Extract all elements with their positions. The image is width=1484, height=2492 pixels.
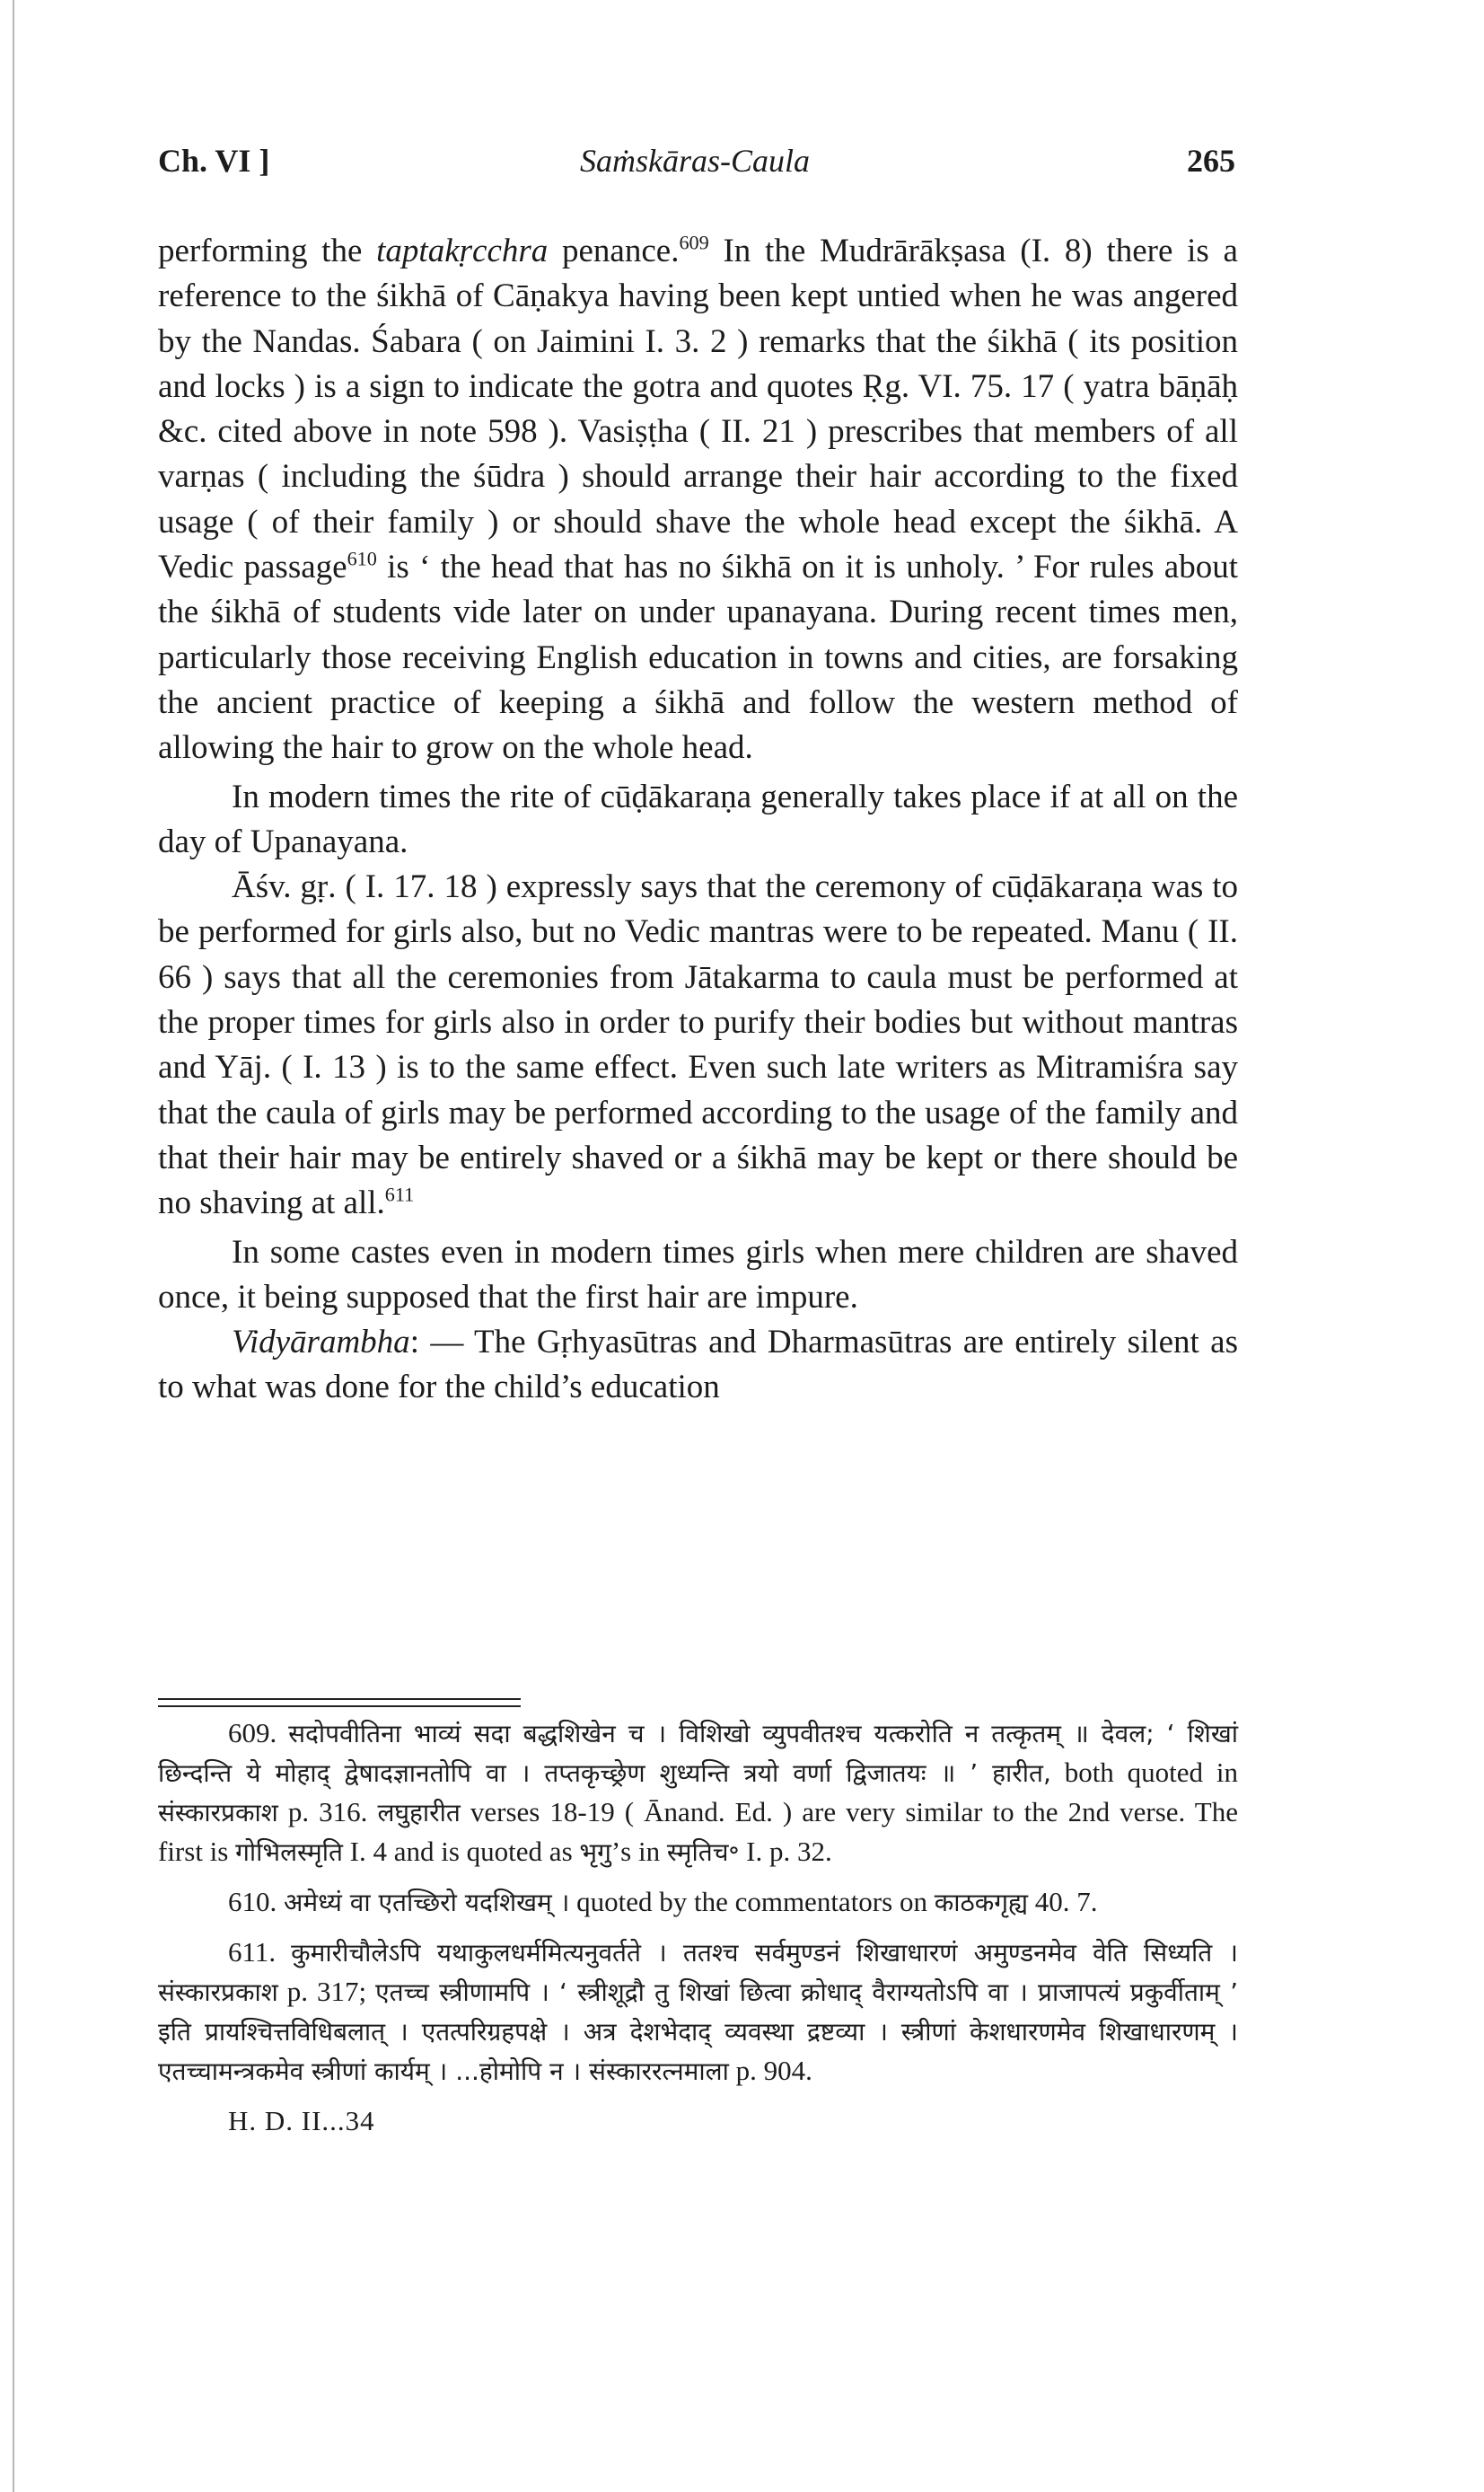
footnote-ref: 611 <box>384 1183 415 1206</box>
text-run: In modern times the rite of cūḍākaraṇa generally takes place if at all on the day of Upanayana. <box>158 778 1238 860</box>
devanagari-text: अमेध्यं वा एतच्छिरो यदशिखम् । <box>284 1888 570 1917</box>
text-run: I. p. 32. <box>739 1836 832 1867</box>
text-run: is ‘ the head that has no śikhā on it is unholy. ’ For rules about the śikhā of students vide later on under upanayana. During recent times men, particularly those receiving English education in towns and cities, are forsaking the ancient practice of keeping a śikhā and follow the western method of allowing the hair to grow on the whole head. <box>158 549 1238 767</box>
text-run: taptakṛcchra <box>376 233 549 269</box>
text-run: : — The Gṛhyasūtras and Dharmasūtras are entirely silent as to what was done for the child’s education <box>158 1324 1238 1406</box>
devanagari-text: लघुहारीत <box>377 1798 461 1827</box>
devanagari-text: स्मृतिच॰ <box>666 1837 740 1867</box>
signature-mark: H. D. II...34 <box>228 2105 375 2136</box>
text-run: 611. <box>228 1936 292 1968</box>
footnote-609 <box>158 1713 1238 1871</box>
page-number: 265 <box>1187 143 1235 179</box>
text-run: Vidyārambha <box>232 1324 410 1361</box>
text-run: ’s in <box>610 1836 667 1867</box>
footnote-ref: 609 <box>679 231 709 254</box>
footnotes <box>158 1713 1238 2140</box>
text-run: In the Mudrārākṣasa (I. 8) there is a reference to the śikhā of Cāṇakya having been kept untied when he was angered by the Nandas. Śabara ( on Jaimini I. 3. 2 ) remarks that the śikhā ( its position and locks ) is a sign to indicate the gotra and quotes Ṛg. VI. 75. 17 ( yatra bāṇāḥ &c. cited above in note 598 ). Vasiṣṭha ( II. 21 ) prescribes that members of all varṇas ( including the śūdra ) should arrange their hair according to the fixed usage ( of their family ) or should shave the whole head except the śikhā. A Vedic passage <box>158 233 1238 586</box>
text-run: 40. 7. <box>1028 1886 1098 1917</box>
binding-edge-line <box>13 0 14 2492</box>
devanagari-text: सदोपवीतिना भाव्यं सदा बद्धशिखेन च । विशिखो व्युपवीतश्च यत्करोति न तत्कृतम् ॥ देवल; ‘ शिखां छिन्दन्ति ये मोहाद् द्वेषादज्ञानतोपि वा । तप्तकृच्छ्रेण शुध्यन्ति त्रयो वर्णा द्विजातयः ॥ ’ हारीत, <box>158 1719 1238 1788</box>
text-run: both quoted in <box>1050 1757 1238 1788</box>
paragraph <box>158 1320 1238 1411</box>
text-run: In some castes even in modern times girls when mere children are shaved once, it being supposed that the first hair are impure. <box>158 1233 1238 1316</box>
text-run: p. 904. <box>728 2055 812 2086</box>
text-run: p. 316. <box>277 1796 378 1827</box>
devanagari-text: भृगु <box>579 1837 611 1867</box>
devanagari-text: गोभिलस्मृति <box>235 1837 343 1867</box>
paragraph <box>158 1230 1238 1321</box>
paragraph <box>158 865 1238 1226</box>
text-run: Āśv. gṛ. ( I. 17. 18 ) expressly says that the ceremony of cūḍākaraṇa was to be performed for girls also, but no Vedic mantras were to be repeated. Manu ( II. 66 ) says that all the ceremonies from Jātakarma to caula must be performed at the proper times for girls also in order to purify their bodies but without mantras and Yāj. ( I. 13 ) is to the same effect. Even such late writers as Mitramiśra say that the caula of girls may be performed according to the usage of the family and that their hair may be entirely shaved or a śikhā may be kept or there should be no shaving at all. <box>158 868 1238 1222</box>
text-run: I. 4 and is quoted as <box>342 1836 580 1867</box>
text-run: 610. <box>228 1886 284 1917</box>
running-title: Saṁskāras-Caula <box>580 143 811 179</box>
paragraph <box>158 229 1238 771</box>
text-run: penance. <box>548 233 680 269</box>
chapter-label: Ch. VI ] <box>158 143 270 179</box>
footnote-611 <box>158 1933 1238 2091</box>
text-run: 609. <box>228 1717 289 1748</box>
footnote-separator <box>158 1698 521 1707</box>
devanagari-text: संस्कारप्रकाश <box>158 1798 278 1827</box>
devanagari-text: कुमारीचौलेऽपि यथाकुलधर्ममित्यनुवर्तते । ततश्च सर्वमुण्डनं शिखाधारणं अमुण्डनमेव वेति सिध्यति । संस्कारप्रकाश <box>158 1938 1238 2007</box>
text-run: performing the <box>158 233 377 269</box>
devanagari-text: काठकगृह्य <box>934 1888 1029 1917</box>
paragraph <box>158 775 1238 866</box>
text-run: quoted by the commentators on <box>569 1886 935 1917</box>
footnote-610 <box>158 1882 1238 1922</box>
running-header <box>158 142 1235 187</box>
text-run: p. 317; <box>277 1976 376 2007</box>
text-run: verses 18-19 ( Ānand. Ed. ) are very similar to the 2nd verse. The first is <box>158 1796 1239 1867</box>
main-text <box>158 229 1238 1411</box>
footnote-ref: 610 <box>347 547 377 570</box>
devanagari-text: एतच्च स्त्रीणामपि । ‘ स्त्रीशूद्रौ तु शिखां छित्वा क्रोधाद् वैराग्यतोऽपि वा । प्राजापत्यं प्रकुर्वीताम् ’ इति प्रायश्चित्तविधिबलात् । एतत्परिग्रहपक्षे । अत्र देशभेदाद् व्यवस्था द्रष्टव्या । स्त्रीणां केशधारणमेव शिखाधारणम् । एतच्चामन्त्रकमेव स्त्रीणां कार्यम् । ...होमोपि न । संस्काररत्नमाला <box>158 1977 1238 2086</box>
